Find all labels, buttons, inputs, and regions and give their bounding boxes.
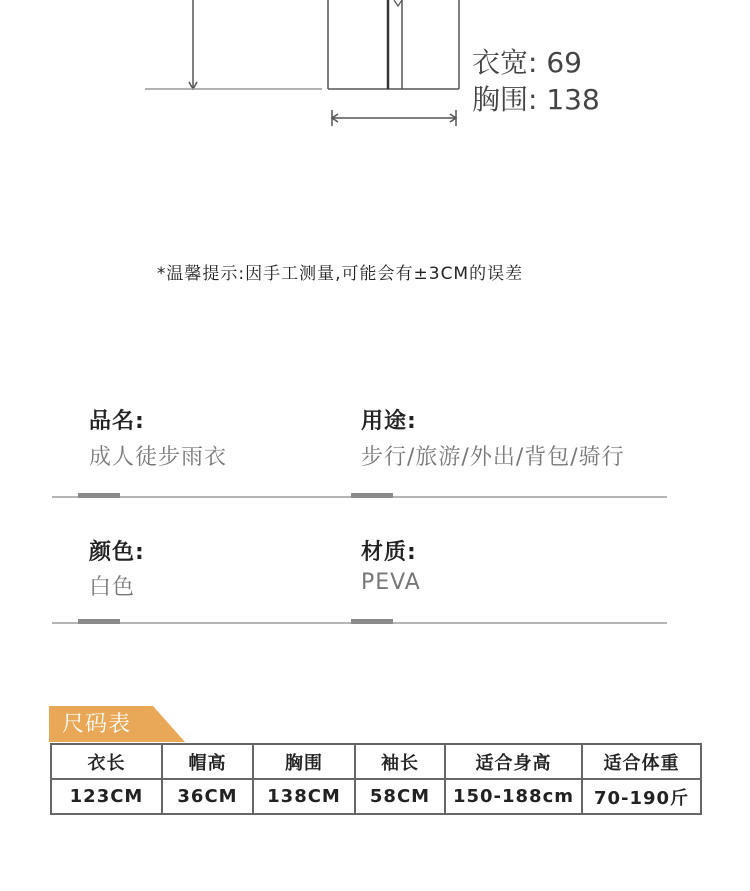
size-value-cell: 70-190斤: [582, 779, 701, 814]
usage-label: 用途:: [361, 409, 417, 434]
garment-diagram: [0, 0, 750, 140]
size-value-cell: 123CM: [51, 779, 162, 814]
size-table: [50, 743, 702, 815]
chest-label: 胸围: 138: [472, 83, 600, 116]
size-header-cell: 帽高: [162, 744, 253, 779]
divider-accent: [351, 493, 393, 498]
size-chart-title: 尺码表: [62, 712, 132, 737]
measurement-tip: *温馨提示:因手工测量,可能会有±3CM的误差: [156, 264, 524, 284]
size-value-cell: 36CM: [162, 779, 253, 814]
size-value-cell: 58CM: [355, 779, 445, 814]
material-label: 材质:: [361, 540, 417, 565]
size-header-cell: 适合身高: [445, 744, 582, 779]
color-label: 颜色:: [89, 540, 145, 565]
size-table-row: [51, 779, 701, 814]
size-value-cell: 150-188cm: [445, 779, 582, 814]
size-value-cell: 138CM: [253, 779, 355, 814]
product-name-value: 成人徒步雨衣: [89, 445, 228, 470]
size-header-cell: 适合体重: [582, 744, 701, 779]
size-header-cell: 胸围: [253, 744, 355, 779]
divider-accent: [78, 493, 120, 498]
divider-accent: [351, 619, 393, 624]
size-header-cell: 衣长: [51, 744, 162, 779]
size-table-header-row: [51, 744, 701, 779]
material-value: PEVA: [361, 570, 421, 595]
garment-width-label: 衣宽: 69: [472, 46, 582, 79]
usage-value: 步行/旅游/外出/背包/骑行: [361, 445, 625, 470]
divider-accent: [78, 619, 120, 624]
size-header-cell: 袖长: [355, 744, 445, 779]
product-name-label: 品名:: [89, 409, 145, 434]
color-value: 白色: [89, 575, 136, 600]
